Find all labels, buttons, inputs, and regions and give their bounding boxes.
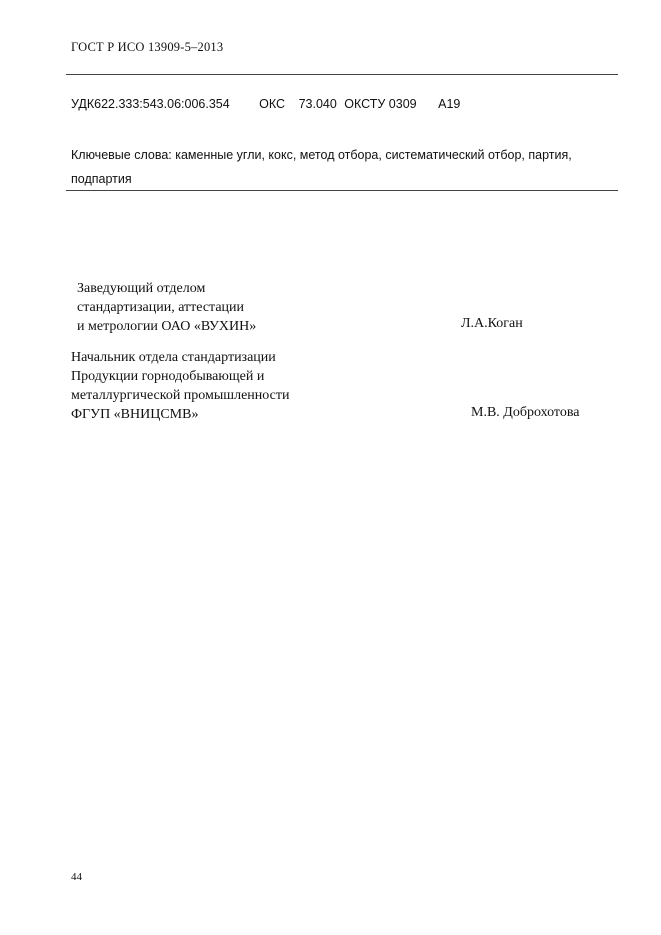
- signature-title-line: стандартизации, аттестации: [77, 300, 245, 315]
- oks-code: 73.040: [298, 97, 337, 111]
- oks-label: ОКС: [259, 97, 286, 111]
- page-number: 44: [71, 871, 82, 883]
- signature-block-2: [71, 348, 289, 424]
- header-divider: [66, 74, 618, 75]
- signature-block-1: [77, 279, 256, 336]
- signature-title-line: Продукции горнодобывающей и: [71, 369, 265, 384]
- signature-name-2: М.В. Доброхотова: [471, 405, 580, 420]
- signature-title-line: металлургической промышленности: [71, 388, 290, 403]
- signature-title-line: ФГУП «ВНИЦСМВ»: [71, 407, 199, 422]
- keywords-divider: [66, 190, 618, 191]
- group-code: А19: [438, 97, 461, 111]
- signature-title-line: Заведующий отделом: [77, 281, 206, 296]
- udc-code: УДК622.333:543.06:006.354: [71, 97, 230, 111]
- signature-title-line: и метрологии ОАО «ВУХИН»: [77, 319, 257, 334]
- keywords-text: Ключевые слова: каменные угли, кокс, метод отбора, систематический отбор, партия, подпартия: [71, 148, 572, 186]
- signature-name-1: Л.А.Коган: [461, 316, 523, 331]
- standard-header: ГОСТ Р ИСО 13909-5–2013: [71, 40, 224, 54]
- okstu-code: ОКСТУ 0309: [344, 97, 417, 111]
- signature-title-line: Начальник отдела стандартизации: [71, 350, 276, 365]
- classification-line: [71, 97, 460, 111]
